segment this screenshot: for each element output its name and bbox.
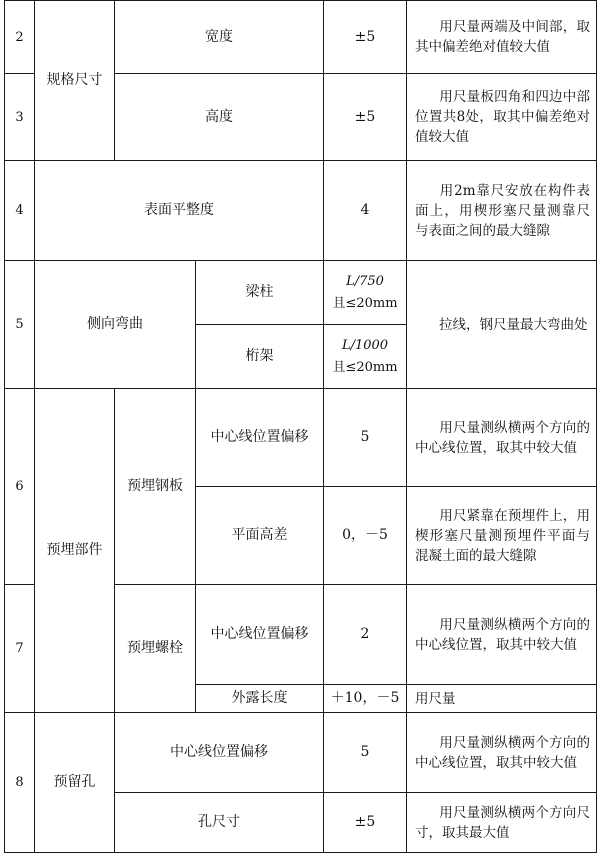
row-index: 3 [5, 74, 35, 161]
item-label: 中心线位置偏移 [196, 585, 324, 685]
tolerance-value [324, 261, 407, 325]
table-row [5, 1, 597, 74]
sub-item-label: 梁柱 [196, 261, 324, 325]
item-label: 平面高差 [196, 487, 324, 585]
tolerance-value: ±5 [324, 793, 407, 853]
tolerance-value: 5 [324, 389, 407, 487]
tolerance-value: 0，－5 [324, 487, 407, 585]
method-text: 用尺量两端及中间部，取其中偏差绝对值较大值 [407, 1, 597, 74]
method-text: 用尺量测纵横两个方向的中心线位置，取其中较大值 [407, 713, 597, 793]
group-label: 预留孔 [35, 713, 115, 853]
row-index: 4 [5, 161, 35, 261]
tolerance-value: ±5 [324, 74, 407, 161]
item-label: 外露长度 [196, 685, 324, 713]
tolerance-value: 5 [324, 713, 407, 793]
tolerance-line: 且≤20mm [332, 295, 398, 311]
table-row [5, 713, 597, 793]
tolerance-value: ＋10，－5 [324, 685, 407, 713]
tolerance-table [4, 0, 597, 853]
method-text: 用尺量测纵横两个方向的中心线位置，取其中较大值 [407, 585, 597, 685]
subgroup-label: 预埋钢板 [115, 389, 196, 585]
tolerance-line: 且≤20mm [332, 359, 398, 375]
row-index: 7 [5, 585, 35, 713]
row-index: 5 [5, 261, 35, 389]
method-text: 用尺量 [407, 685, 597, 713]
tolerance-line: L/750 [346, 273, 384, 289]
group-label: 规格尺寸 [35, 1, 115, 161]
tolerance-value: 4 [324, 161, 407, 261]
tolerance-value: 2 [324, 585, 407, 685]
subgroup-label: 预埋螺栓 [115, 585, 196, 713]
item-label: 表面平整度 [35, 161, 324, 261]
row-index: 6 [5, 389, 35, 585]
table-row [5, 389, 597, 487]
row-index: 2 [5, 1, 35, 74]
item-label: 侧向弯曲 [35, 261, 196, 389]
sub-item-label: 桁架 [196, 325, 324, 389]
item-label: 宽度 [115, 1, 324, 74]
method-text: 拉线，钢尺量最大弯曲处 [407, 261, 597, 389]
tolerance-line: L/1000 [341, 337, 389, 353]
table-row [5, 161, 597, 261]
item-label: 中心线位置偏移 [196, 389, 324, 487]
tolerance-value: ±5 [324, 1, 407, 74]
table-row [5, 261, 597, 325]
item-label: 中心线位置偏移 [115, 713, 324, 793]
item-label: 高度 [115, 74, 324, 161]
method-text: 用2m靠尺安放在构件表面上，用楔形塞尺量测靠尺与表面之间的最大缝隙 [407, 161, 597, 261]
tolerance-value [324, 325, 407, 389]
row-index: 8 [5, 713, 35, 853]
method-text: 用尺量测纵横两个方向尺寸，取其最大值 [407, 793, 597, 853]
method-text: 用尺量板四角和四边中部位置共8处，取其中偏差绝对值较大值 [407, 74, 597, 161]
item-label: 孔尺寸 [115, 793, 324, 853]
group-label: 预埋部件 [35, 389, 115, 713]
method-text: 用尺紧靠在预埋件上，用楔形塞尺量测预埋件平面与混凝土面的最大缝隙 [407, 487, 597, 585]
method-text: 用尺量测纵横两个方向的中心线位置，取其中较大值 [407, 389, 597, 487]
